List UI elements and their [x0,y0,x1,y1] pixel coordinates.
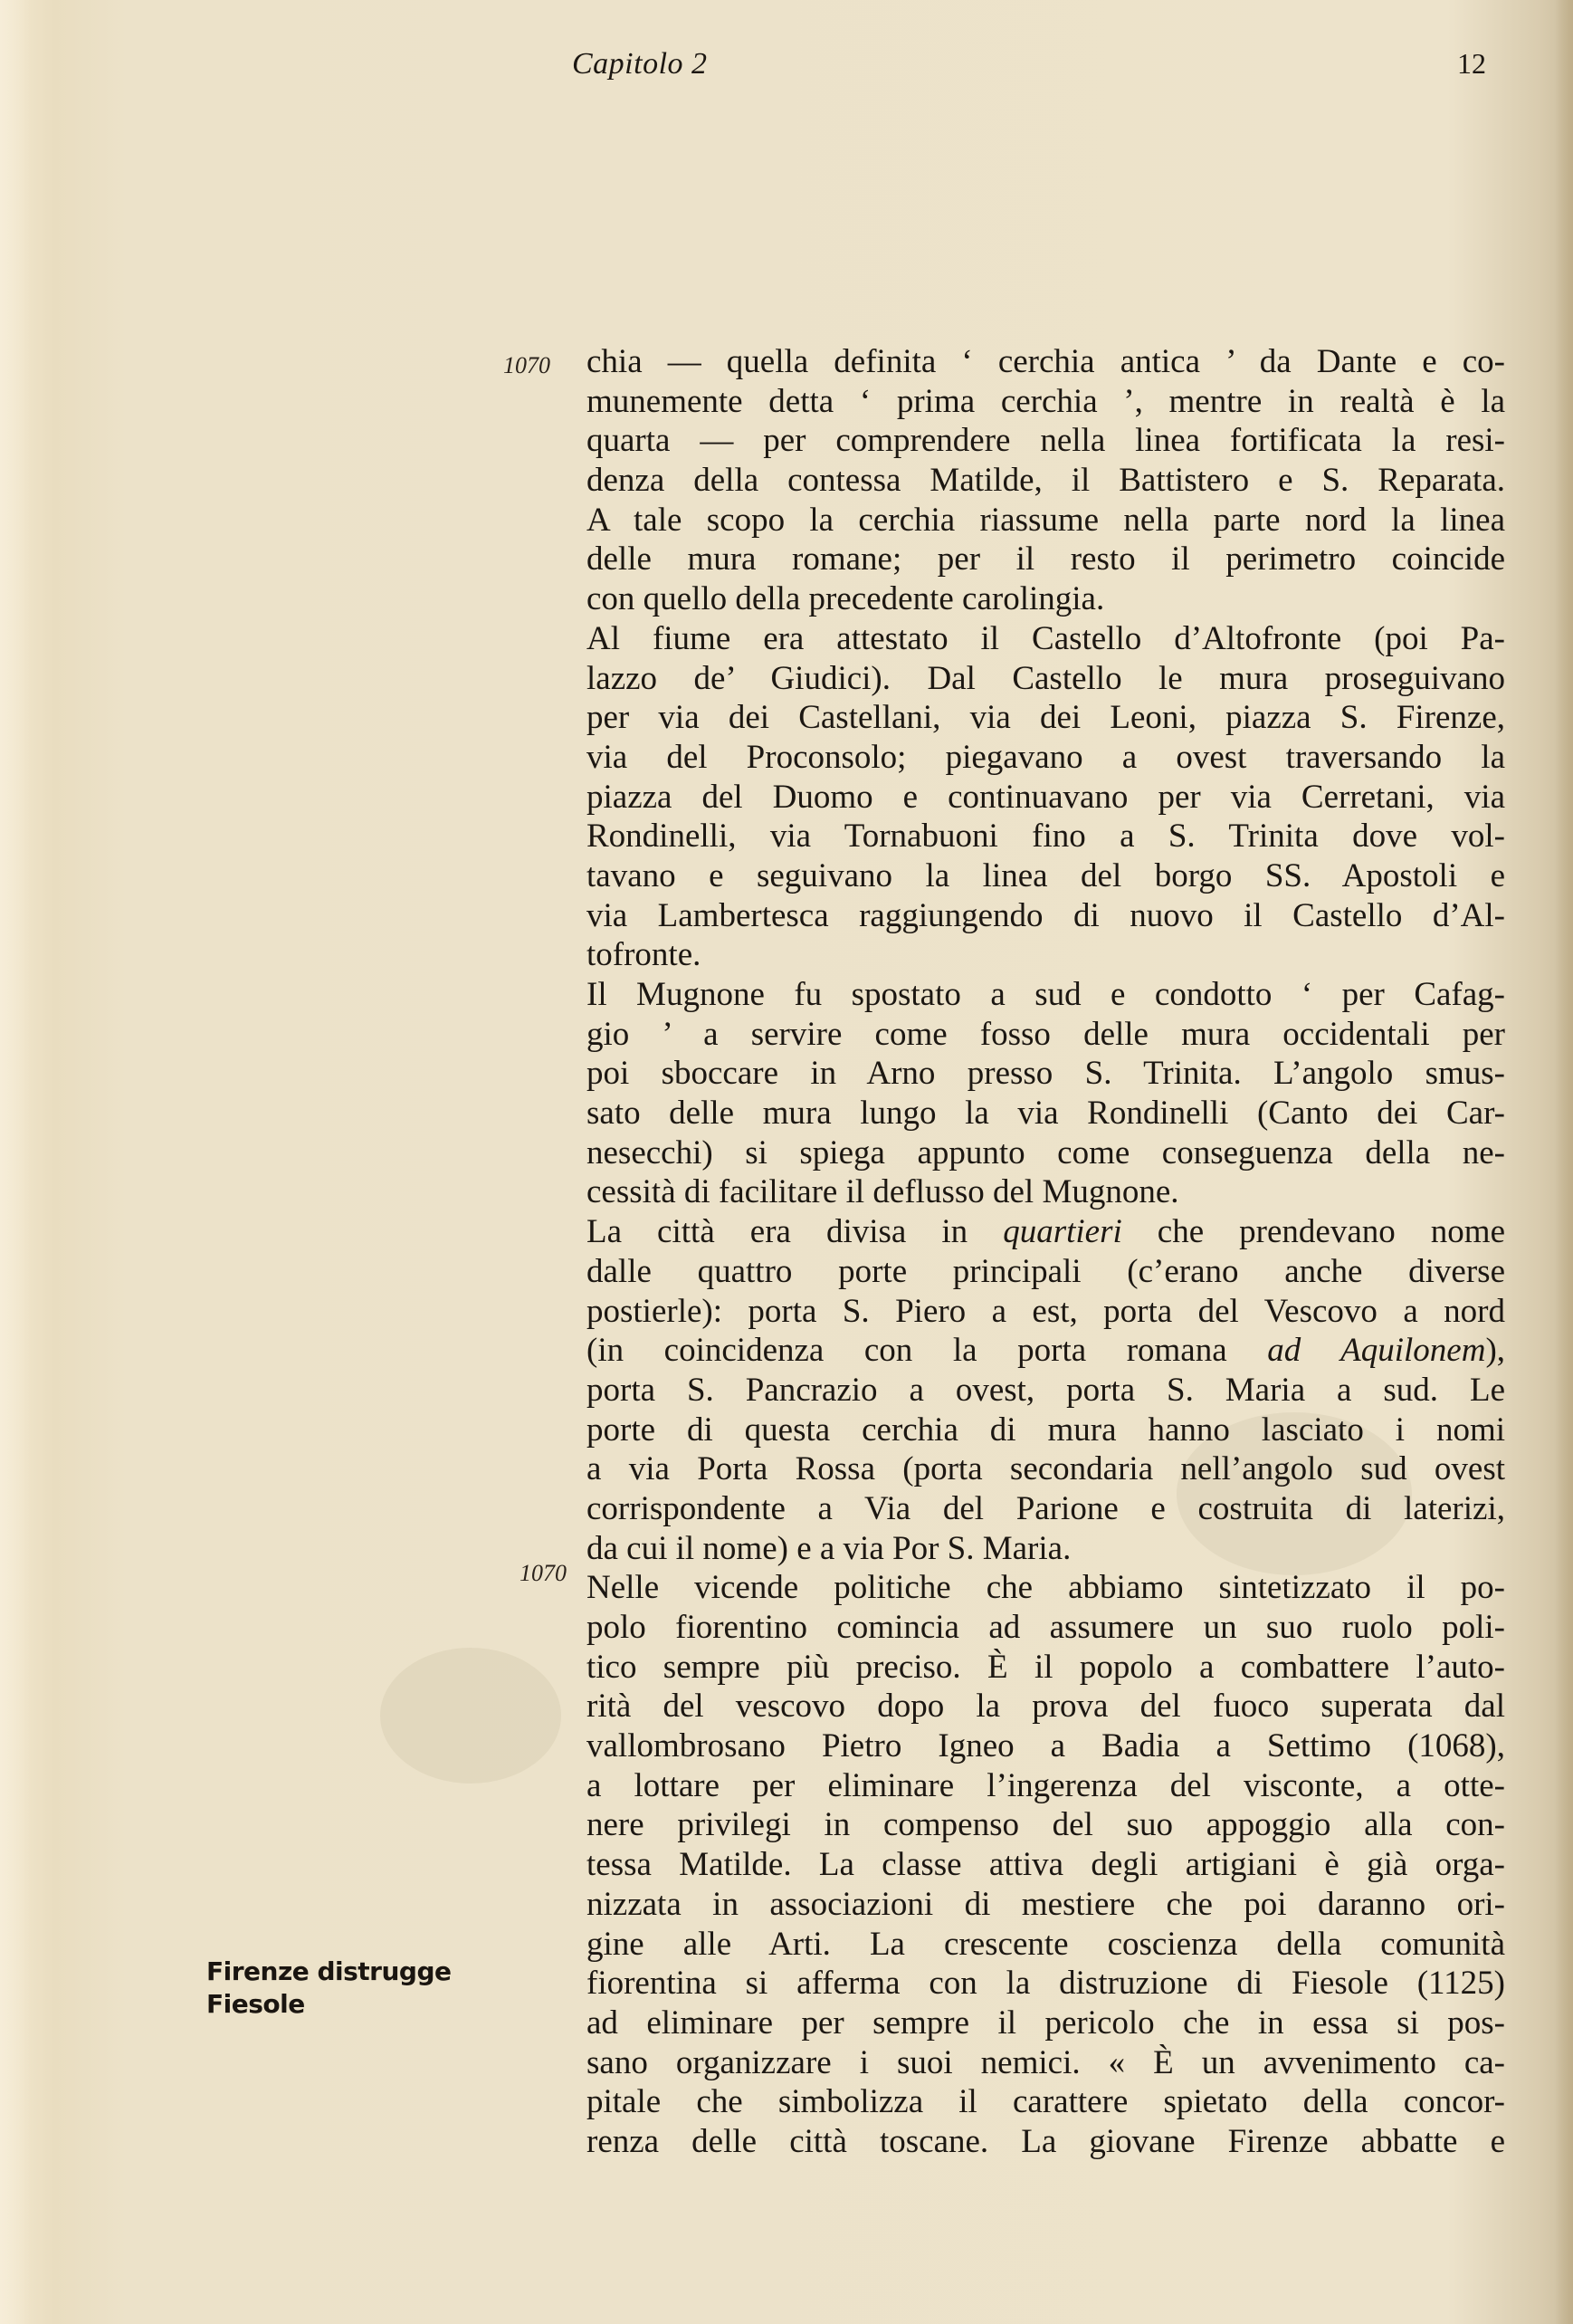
text-line: Il Mugnone fu spostato a sud e condotto ‘ per Cafag- [586,976,1505,1013]
text-segment: (in coincidenza con la porta romana [586,1332,1227,1370]
text-line: renza delle città toscane. La giovane Firenze abbatte e [586,2122,1505,2160]
text-line: Nelle vicende politiche che abbiamo sintetizzato il po- [586,1569,1505,1607]
text-line: a lottare per eliminare l’ingerenza del visconte, a otte- [586,1766,1505,1804]
text-segment: La città era divisa in [586,1213,968,1251]
text-line: sano organizzare i suoi nemici. « È un avvenimento ca- [586,2043,1505,2081]
text-line: nere privilegi in compenso del suo appoggio alla con- [586,1806,1505,1844]
text-line: quarta — per comprendere nella linea fortificata la resi- [586,422,1505,460]
italic-term: ad Aquilonem [1267,1332,1486,1370]
margin-year: 1070 [520,1560,567,1586]
text-segment: ), [1485,1332,1506,1370]
text-line: da cui il nome) e a via Por S. Maria. [586,1529,1072,1567]
text-line: con quello della precedente carolingia. [586,580,1105,618]
text-line: fiorentina si afferma con la distruzione di Fiesole (1125) [586,1965,1505,2003]
text-line: Al fiume era attestato il Castello d’Altofronte (poi Pa- [586,619,1505,657]
text-line: nizzata in associazioni di mestiere che poi daranno ori- [586,1885,1505,1923]
text-line-with-italic [586,1212,1505,1252]
margin-heading-line: Fiesole [206,1989,305,2019]
text-line: chia — quella definita ‘ cerchia antica ’ da Dante e co- [586,343,1505,380]
text-line: denza della contessa Matilde, il Battistero e S. Reparata. [586,462,1505,500]
text-line: poi sboccare in Arno presso S. Trinita. L’angolo smus- [586,1055,1505,1093]
page-edge-right [1555,0,1573,2324]
margin-year: 1070 [503,352,550,378]
text-line: Rondinelli, via Tornabuoni fino a S. Trinita dove vol- [586,818,1505,856]
text-line: munemente detta ‘ prima cerchia ’, mentre in realtà è la [586,382,1505,420]
text-line: ad eliminare per sempre il pericolo che in essa si pos- [586,2004,1505,2042]
text-line: tofronte. [586,936,701,974]
text-line: postierle): porta S. Piero a est, porta del Vescovo a nord [586,1292,1505,1330]
text-line: tessa Matilde. La classe attiva degli artigiani è già orga- [586,1846,1505,1884]
text-line: corrispondente a Via del Parione e costruita di laterizi, [586,1489,1505,1527]
text-line: sato delle mura lungo la via Rondinelli (Canto dei Car- [586,1095,1505,1133]
running-head: Capitolo 2 [572,47,708,81]
text-line: lazzo de’ Giudici). Dal Castello le mura proseguivano [586,659,1505,697]
margin-heading-line: Firenze distrugge [206,1956,452,1986]
text-line: dalle quattro porte principali (c’erano anche diverse [586,1252,1505,1290]
text-line: piazza del Duomo e continuavano per via Cerretani, via [586,778,1505,816]
text-line-with-italic [586,1331,1505,1371]
text-line: tavano e seguivano la linea del borgo SS. Apostoli e [586,856,1505,894]
text-segment: che prendevano nome [1157,1213,1505,1251]
page-edge-left [0,0,31,2324]
margin-heading [206,1956,452,2021]
text-line: rità del vescovo dopo la prova del fuoco superata dal [586,1688,1505,1726]
text-line: via Lambertesca raggiungendo di nuovo il Castello d’Al- [586,896,1505,934]
text-line: gine alle Arti. La crescente coscienza della comunità [586,1925,1505,1963]
page-header [0,47,1573,92]
page-number: 12 [1457,47,1486,80]
text-line: polo fiorentino comincia ad assumere un suo ruolo poli- [586,1609,1505,1646]
text-line: tico sempre più preciso. È il popolo a combattere l’auto- [586,1648,1505,1686]
text-line: nesecchi) si spiega appunto come conseguenza della ne- [586,1133,1505,1172]
text-line: via del Proconsolo; piegavano a ovest traversando la [586,738,1505,776]
text-line: cessità di facilitare il deflusso del Mugnone. [586,1173,1179,1211]
italic-term: quartieri [1003,1213,1122,1251]
text-line: A tale scopo la cerchia riassume nella parte nord la linea [586,501,1505,539]
text-line: pitale che simbolizza il carattere spietato della concor- [586,2083,1505,2121]
paper-stain [380,1648,561,1784]
body-text [586,342,1505,2162]
text-line: gio ’ a servire come fosso delle mura occidentali per [586,1015,1505,1053]
text-line: a via Porta Rossa (porta secondaria nell’angolo sud ovest [586,1450,1505,1488]
text-line: vallombrosano Pietro Igneo a Badia a Settimo (1068), [586,1727,1505,1765]
text-line: delle mura romane; per il resto il perimetro coincide [586,540,1505,579]
text-line: porte di questa cerchia di mura hanno lasciato i nomi [586,1411,1505,1449]
text-line: porta S. Pancrazio a ovest, porta S. Maria a sud. Le [586,1371,1505,1409]
text-line: per via dei Castellani, via dei Leoni, piazza S. Firenze, [586,699,1505,737]
